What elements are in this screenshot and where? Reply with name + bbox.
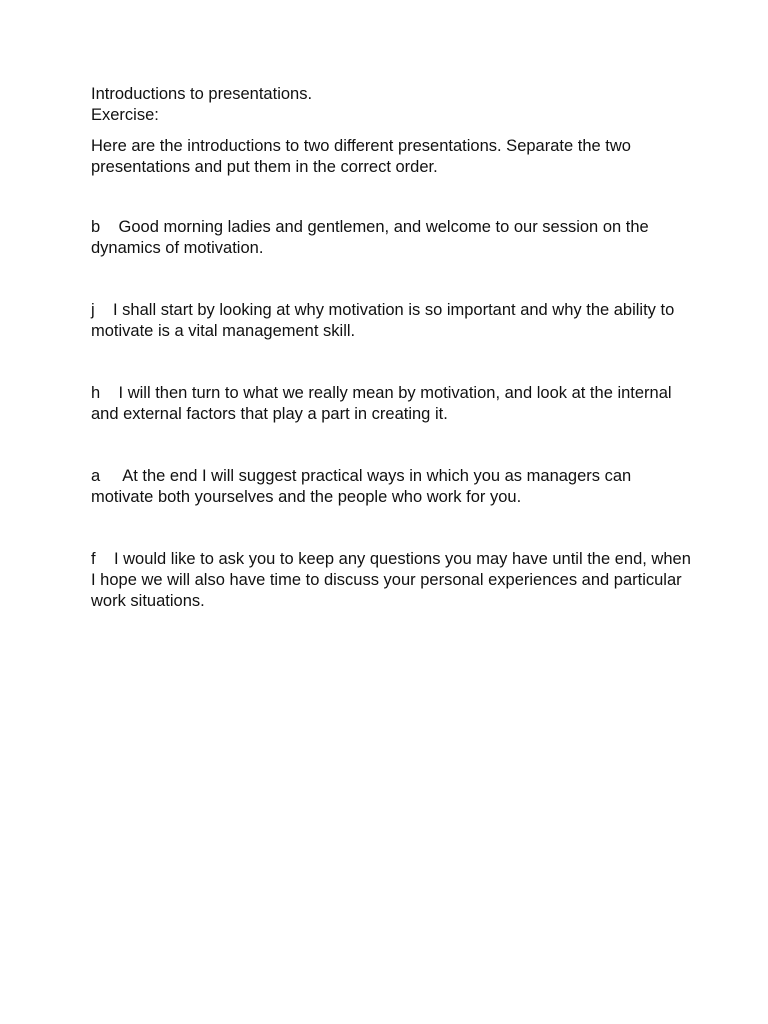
item-letter: h [91,384,101,402]
item-letter: a [91,467,101,485]
list-item-b [91,217,691,259]
item-letter: f [91,550,96,568]
item-text: I would like to ask you to keep any questions you may have until the end, when I hope we will also have time to discuss your personal experiences and particular work situations. [91,550,691,610]
item-letter: j [91,301,95,319]
item-text: At the end I will suggest practical ways in which you as managers can motivate both yourselves and the people who work for you. [91,467,632,506]
item-letter: b [91,218,101,236]
item-text: I shall start by looking at why motivation is so important and why the ability to motivate is a vital management skill. [91,301,675,340]
document-page [91,84,691,612]
list-item-j [91,300,691,342]
list-item-f [91,549,691,612]
item-text: Good morning ladies and gentlemen, and welcome to our session on the dynamics of motivation. [91,218,649,257]
item-text: I will then turn to what we really mean by motivation, and look at the internal and external factors that play a part in creating it. [91,384,672,423]
list-item-a [91,466,691,508]
list-item-h [91,383,691,425]
exercise-label: Exercise: [91,106,159,124]
document-title: Introductions to presentations. [91,85,313,103]
exercise-instructions: Here are the introductions to two different presentations. Separate the two presentations and put them in the correct order. [91,137,631,176]
